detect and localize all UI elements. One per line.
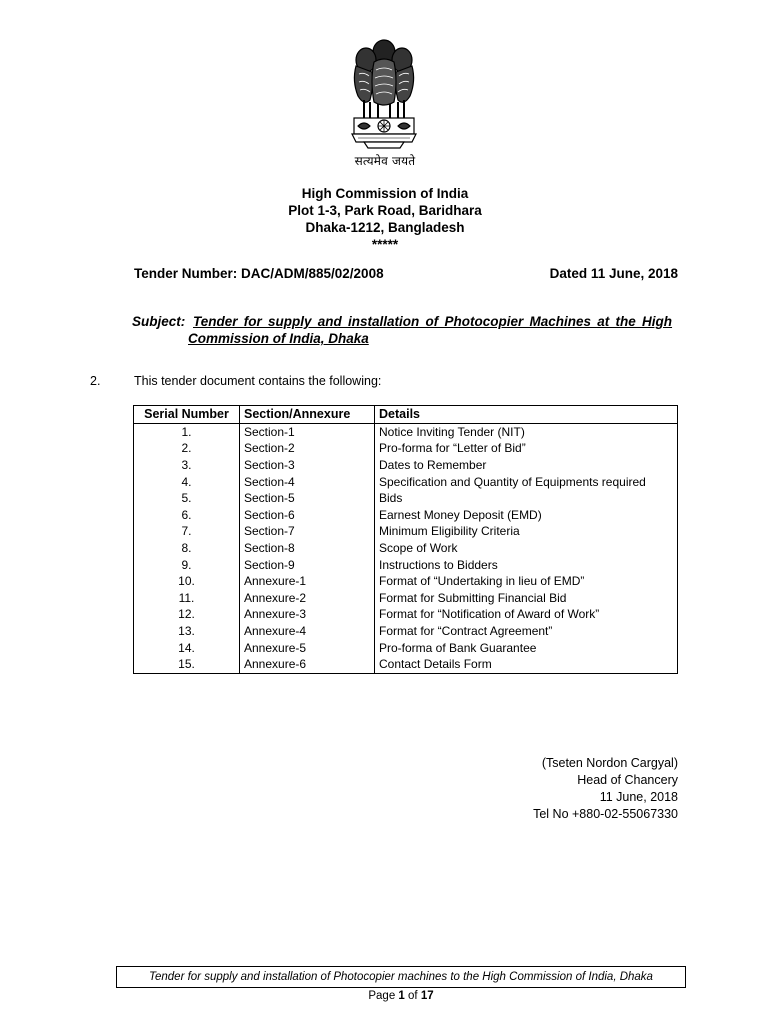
details-cell: Format for Submitting Financial Bid: [375, 590, 678, 607]
table-row: [134, 590, 678, 607]
details-cell: Instructions to Bidders: [375, 556, 678, 573]
paragraph-number: 2.: [90, 374, 101, 388]
table-row: [134, 656, 678, 673]
section-cell: Annexure-1: [240, 573, 375, 590]
table-row: [134, 507, 678, 524]
section-cell: Section-6: [240, 507, 375, 524]
section-cell: Annexure-5: [240, 639, 375, 656]
table-row: [134, 440, 678, 457]
serial-cell: 13.: [134, 623, 240, 640]
address-block: [220, 185, 550, 253]
signatory-phone: Tel No +880-02-55067330: [533, 807, 678, 821]
tender-date: Dated 11 June, 2018: [549, 266, 678, 281]
section-cell: Annexure-4: [240, 623, 375, 640]
details-cell: Earnest Money Deposit (EMD): [375, 507, 678, 524]
column-header-details: Details: [375, 406, 678, 424]
paragraph-text: This tender document contains the following:: [134, 374, 382, 388]
details-cell: Pro-forma of Bank Guarantee: [375, 639, 678, 656]
page-prefix: Page: [368, 990, 396, 1002]
details-cell: Pro-forma for “Letter of Bid”: [375, 440, 678, 457]
details-cell: Scope of Work: [375, 540, 678, 557]
section-cell: Annexure-6: [240, 656, 375, 673]
signature-block: [533, 755, 678, 823]
table-row: [134, 623, 678, 640]
table-row: [134, 573, 678, 590]
details-cell: Contact Details Form: [375, 656, 678, 673]
serial-cell: 4.: [134, 473, 240, 490]
section-cell: Section-4: [240, 473, 375, 490]
tender-number: Tender Number: DAC/ADM/885/02/2008: [134, 266, 384, 281]
section-cell: Section-8: [240, 540, 375, 557]
address-line: High Commission of India: [301, 186, 469, 201]
table-body: [134, 423, 678, 673]
column-header-section: Section/Annexure: [240, 406, 375, 424]
serial-cell: 2.: [134, 440, 240, 457]
address-line: Dhaka-1212, Bangladesh: [305, 220, 465, 235]
serial-cell: 5.: [134, 490, 240, 507]
section-cell: Annexure-2: [240, 590, 375, 607]
address-line: Plot 1-3, Park Road, Baridhara: [288, 203, 482, 218]
page-of: of: [408, 990, 418, 1002]
table-header-row: [134, 406, 678, 424]
serial-cell: 15.: [134, 656, 240, 673]
table-row: [134, 457, 678, 474]
details-cell: Minimum Eligibility Criteria: [375, 523, 678, 540]
table-row: [134, 490, 678, 507]
details-cell: Notice Inviting Tender (NIT): [375, 423, 678, 440]
signature-date: 11 June, 2018: [599, 790, 678, 804]
footer-title: Tender for supply and installation of Photocopier machines to the High Commission of India, Dhaka: [116, 966, 686, 988]
table-row: [134, 523, 678, 540]
serial-cell: 9.: [134, 556, 240, 573]
serial-cell: 7.: [134, 523, 240, 540]
contents-table: [133, 405, 678, 674]
table-row: [134, 540, 678, 557]
subject-text-line-2: Commission of India, Dhaka: [188, 331, 369, 346]
details-cell: Dates to Remember: [375, 457, 678, 474]
serial-cell: 6.: [134, 507, 240, 524]
section-cell: Section-2: [240, 440, 375, 457]
page-number: [116, 988, 686, 1004]
table-row: [134, 556, 678, 573]
serial-cell: 14.: [134, 639, 240, 656]
table-row: [134, 639, 678, 656]
serial-cell: 8.: [134, 540, 240, 557]
serial-cell: 12.: [134, 606, 240, 623]
national-emblem-icon: [344, 36, 424, 151]
page-total: 17: [420, 990, 434, 1002]
serial-cell: 3.: [134, 457, 240, 474]
signatory-name: (Tseten Nordon Cargyal): [541, 756, 678, 770]
section-cell: Annexure-3: [240, 606, 375, 623]
serial-cell: 11.: [134, 590, 240, 607]
column-header-serial: Serial Number: [134, 406, 240, 424]
subject-label: Subject:: [132, 314, 186, 329]
details-cell: Format for “Contract Agreement”: [375, 623, 678, 640]
section-cell: Section-9: [240, 556, 375, 573]
details-cell: Specification and Quantity of Equipments required: [375, 473, 678, 490]
table-row: [134, 606, 678, 623]
section-cell: Section-7: [240, 523, 375, 540]
serial-cell: 10.: [134, 573, 240, 590]
table-row: [134, 423, 678, 440]
page-current: 1: [398, 990, 405, 1002]
serial-cell: 1.: [134, 423, 240, 440]
subject-text-line-1: Tender for supply and installation of Photocopier Machines at the High: [193, 314, 673, 329]
signatory-title: Head of Chancery: [577, 773, 678, 787]
section-cell: Section-1: [240, 423, 375, 440]
details-cell: Format of “Undertaking in lieu of EMD”: [375, 573, 678, 590]
section-cell: Section-5: [240, 490, 375, 507]
details-cell: Bids: [375, 490, 678, 507]
section-cell: Section-3: [240, 457, 375, 474]
address-separator: *****: [371, 237, 399, 252]
emblem-motto: सत्यमेव जयते: [354, 154, 416, 168]
table-row: [134, 473, 678, 490]
details-cell: Format for “Notification of Award of Work”: [375, 606, 678, 623]
